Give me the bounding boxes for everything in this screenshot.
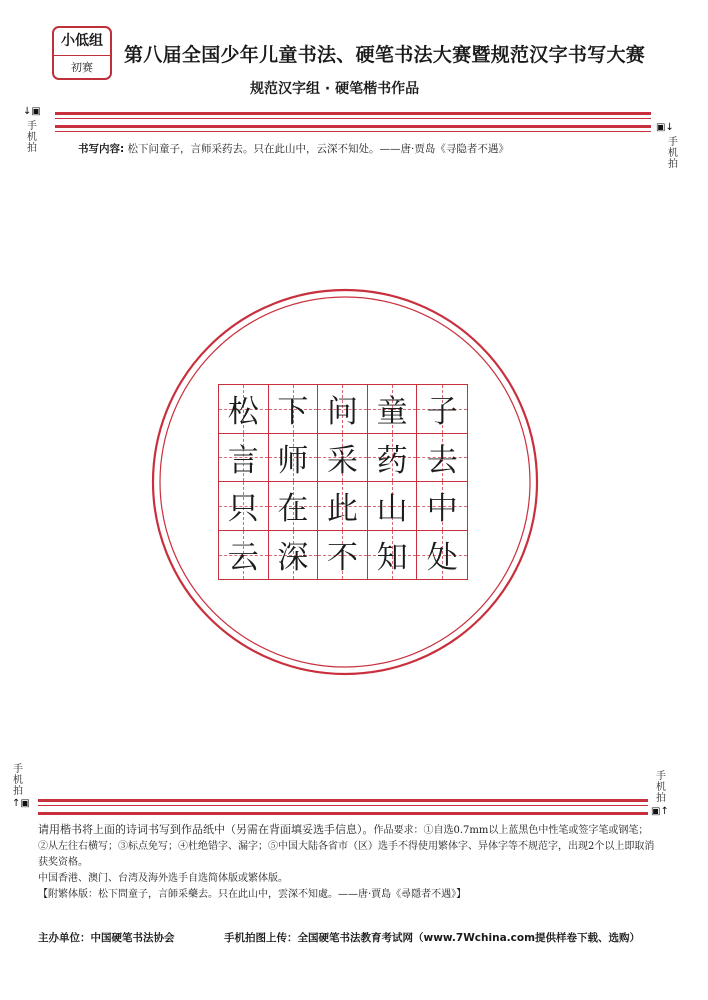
grid-cell: 深 xyxy=(269,531,319,580)
grid-cell: 言 xyxy=(219,434,269,483)
grid-cell: 采 xyxy=(318,434,368,483)
instructions-main: 请用楷书将上面的诗词书写到作品纸中（另需在背面填妥选手信息）。 xyxy=(38,823,374,836)
grid-cell: 子 xyxy=(417,385,467,434)
grid-cell: 问 xyxy=(318,385,368,434)
group-label: 小低组 xyxy=(54,28,110,56)
bottom-rule-thick xyxy=(38,799,648,802)
bottom-rule-thick-2 xyxy=(38,812,648,815)
camera-icon: ↓▣ xyxy=(23,106,41,117)
instructions-requirements: 作品要求：①自选0.7mm以上蓝黑色中性笔或签字笔或钢笔；②从左往右横写；③标点免写；④杜绝错字、漏字；⑤中国大陆各省市（区）选手不得使用繁体字、异体字等不规范字，出现2个以上即取消获奖资格。 xyxy=(38,825,655,868)
grid-cell: 中 xyxy=(417,482,467,531)
grid-cell: 此 xyxy=(318,482,368,531)
grid-cell: 知 xyxy=(368,531,418,580)
round-label: 初赛 xyxy=(71,61,93,74)
grid-cell: 不 xyxy=(318,531,368,580)
grid-cell: 云 xyxy=(219,531,269,580)
competition-subtitle: 规范汉字组 · 硬笔楷书作品 xyxy=(250,81,420,97)
competition-title: 第八届全国少年儿童书法、硬笔书法大赛暨规范汉字书写大赛 xyxy=(124,44,646,66)
grid-cell: 下 xyxy=(269,385,319,434)
bottom-rule-thin xyxy=(38,805,648,806)
writing-content-label: 书写内容: xyxy=(78,143,125,155)
grid-cell: 在 xyxy=(269,482,319,531)
grid-cell: 只 xyxy=(219,482,269,531)
phone-photo-label-top-right: 手 机 拍 xyxy=(668,137,678,170)
phone-photo-label-bottom-left: 手 机 拍 xyxy=(13,764,23,797)
grid-cell: 师 xyxy=(269,434,319,483)
camera-icon: ↑▣ xyxy=(12,798,30,809)
camera-icon: ▣↓ xyxy=(656,122,674,133)
upload-info: 手机拍图上传：全国硬笔书法教育考试网（www.7Wchina.com提供样卷下载、选购） xyxy=(224,932,641,944)
grid-cell: 去 xyxy=(417,434,467,483)
writing-content-text: 松下问童子，言师采药去。只在此山中，云深不知处。——唐·贾岛《寻隐者不遇》 xyxy=(127,143,509,155)
writing-grid xyxy=(218,384,468,580)
phone-photo-label-bottom-right: 手 机 拍 xyxy=(656,771,666,804)
camera-icon: ▣↑ xyxy=(651,806,669,817)
grid-cell: 药 xyxy=(368,434,418,483)
grid-cell: 处 xyxy=(417,531,467,580)
grid-cell: 童 xyxy=(368,385,418,434)
phone-photo-label-top-left: 手 机 拍 xyxy=(27,121,37,154)
instructions xyxy=(38,822,658,903)
instructions-hk-note: 中国香港、澳门、台湾及海外选手自选简体版或繁体版。 xyxy=(38,873,288,884)
host-organization: 主办单位：中国硬笔书法协会 xyxy=(38,932,175,944)
grid-cell: 松 xyxy=(219,385,269,434)
grid-cell: 山 xyxy=(368,482,418,531)
instructions-traditional: 【附繁体版：松下問童子，言師采藥去。只在此山中，雲深不知處。——唐·賈島《尋隱者不遇》】 xyxy=(38,889,467,900)
